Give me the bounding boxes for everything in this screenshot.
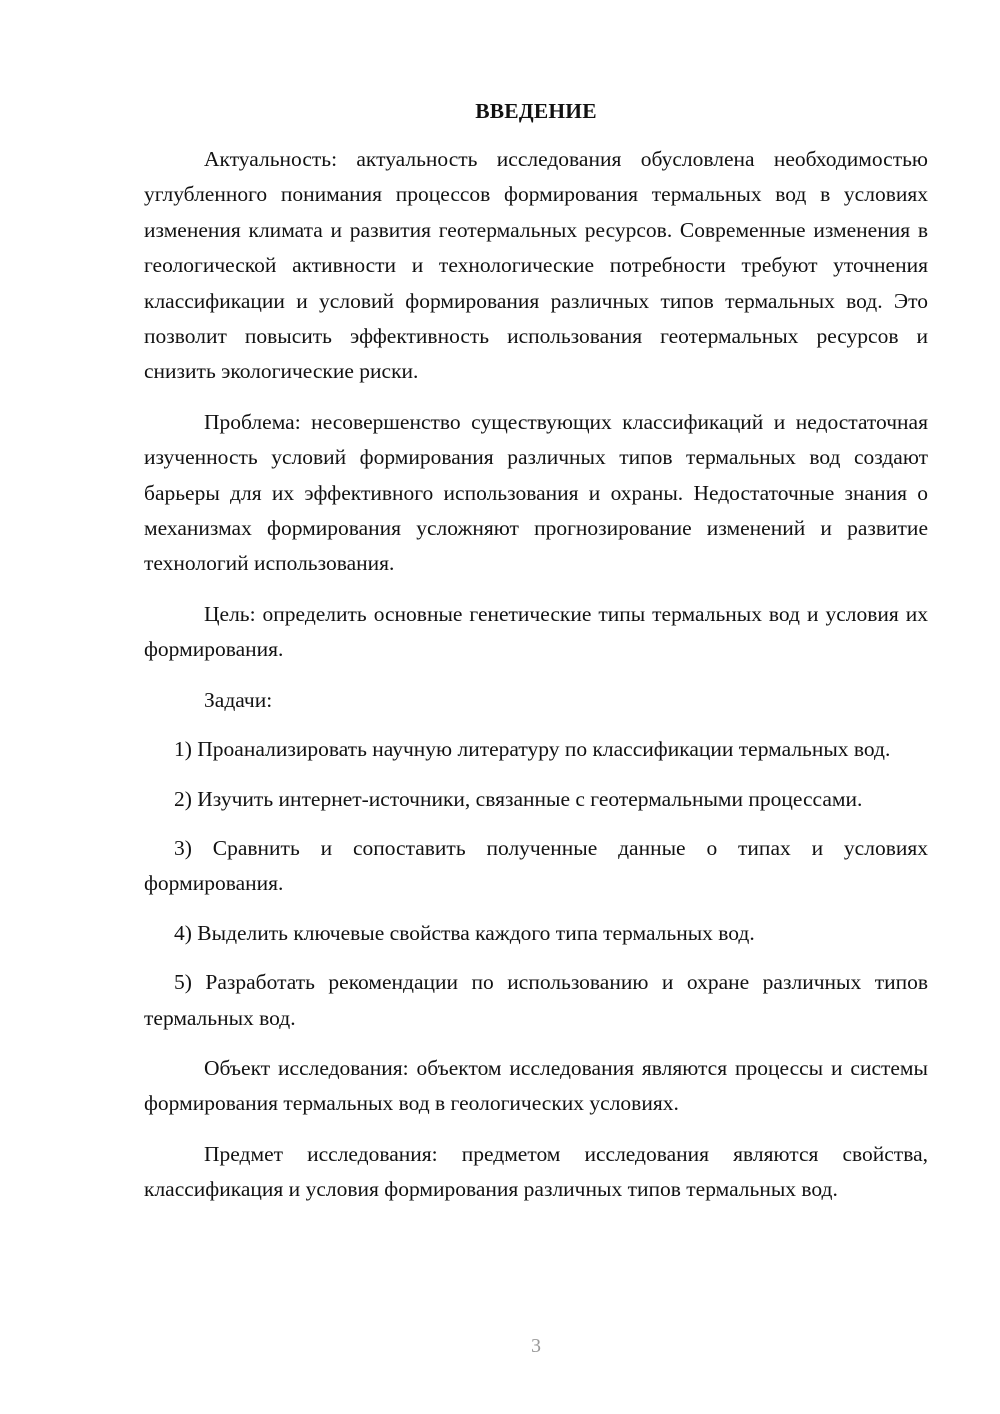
paragraph-relevance: Актуальность: актуальность исследования обусловлена необходимостью углубленного понимания процессов формирования термальных вод в условиях изменения климата и развития геотермальных ресурсов. Современные изменения в геологической активности и технологические потребности требуют уточнения классификации и условий формирования различных типов термальных вод. Это позволит повысить эффективность использования геотермальных ресурсов и снизить экологические риски. — [144, 147, 928, 384]
task-item-4: 4) Выделить ключевые свойства каждого типа термальных вод. — [174, 920, 755, 945]
task-item-5: 5) Разработать рекомендации по использованию и охране различных типов термальных вод. — [144, 970, 928, 1030]
paragraph-subject: Предмет исследования: предметом исследования являются свойства, классификация и условия формирования различных типов термальных вод. — [144, 1141, 928, 1202]
page-number: 3 — [531, 1335, 541, 1357]
paragraph-problem: Проблема: несовершенство существующих классификаций и недостаточная изученность условий формирования различных типов термальных вод создают барьеры для их эффективного использования и охраны. Недостаточные знания о механизмах формирования усложняют прогнозирование изменений и развитие технологий использования. — [144, 409, 928, 576]
paragraph-goal: Цель: определить основные генетические типы термальных вод и условия их формирования. — [144, 601, 928, 662]
task-item-1: 1) Проанализировать научную литературу по классификации термальных вод. — [174, 737, 891, 762]
page-content — [144, 96, 928, 1208]
task-item-2: 2) Изучить интернет-источники, связанные с геотермальными процессами. — [174, 786, 863, 811]
tasks-label: Задачи: — [204, 687, 273, 712]
task-item-3: 3) Сравнить и сопоставить полученные данные о типах и условиях формирования. — [144, 835, 928, 896]
section-heading: ВВЕДЕНИЕ — [475, 99, 597, 123]
paragraph-object: Объект исследования: объектом исследования являются процессы и системы формирования термальных вод в геологических условиях. — [144, 1055, 928, 1116]
